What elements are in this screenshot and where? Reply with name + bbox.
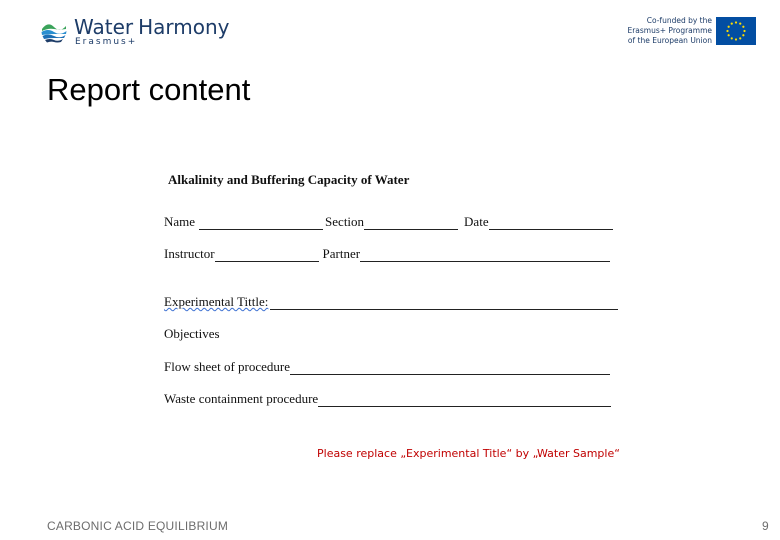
instructor-blank bbox=[215, 249, 319, 262]
row-flow-sheet bbox=[164, 359, 612, 375]
row-experimental-title bbox=[164, 294, 620, 310]
eu-star-icon bbox=[735, 38, 737, 40]
report-title: Alkalinity and Buffering Capacity of Water bbox=[168, 172, 410, 187]
label-waste: Waste containment procedure bbox=[164, 391, 319, 406]
footer-topic: CARBONIC ACID EQUILIBRIUM bbox=[47, 519, 229, 533]
label-section: Section bbox=[325, 214, 365, 229]
row-name-section-date bbox=[164, 214, 615, 230]
water-harmony-logo-icon bbox=[40, 17, 68, 45]
label-instructor: Instructor bbox=[164, 246, 215, 261]
eu-text-line: Co-funded by the bbox=[646, 16, 712, 25]
row-objectives bbox=[164, 326, 220, 342]
logo-wordmark bbox=[74, 15, 230, 39]
eu-flag-icon bbox=[716, 17, 756, 45]
label-date: Date bbox=[464, 214, 489, 229]
eu-star-icon bbox=[726, 30, 728, 32]
logo-word-harmony: Harmony bbox=[138, 15, 230, 39]
section-blank bbox=[364, 217, 458, 230]
logo-word-water: Water bbox=[74, 15, 134, 39]
logo-subtitle: Erasmus+ bbox=[75, 37, 138, 47]
replace-note: Please replace „Experimental Title“ by „Water Sample“ bbox=[317, 447, 620, 460]
row-waste bbox=[164, 391, 613, 407]
experimental-title-blank bbox=[270, 297, 618, 310]
eu-star-icon bbox=[742, 34, 744, 36]
eu-star-icon bbox=[739, 23, 741, 25]
eu-text-line: Erasmus+ Programme bbox=[627, 26, 712, 35]
label-flow-sheet: Flow sheet of procedure bbox=[164, 359, 290, 374]
eu-cofunded-text bbox=[620, 16, 712, 46]
partner-blank bbox=[360, 249, 610, 262]
page-number: 9 bbox=[762, 519, 769, 533]
name-blank bbox=[199, 217, 323, 230]
eu-star-icon bbox=[743, 30, 745, 32]
eu-star-icon bbox=[742, 26, 744, 28]
flow-sheet-blank bbox=[290, 362, 610, 375]
eu-text-line: of the European Union bbox=[627, 36, 712, 45]
label-objectives: Objectives bbox=[164, 326, 220, 341]
waste-blank bbox=[318, 394, 611, 407]
label-name: Name bbox=[164, 214, 196, 229]
eu-star-icon bbox=[728, 34, 730, 36]
label-experimental-title: Experimental Tittle: bbox=[164, 294, 269, 309]
eu-star-icon bbox=[731, 23, 733, 25]
eu-star-icon bbox=[739, 37, 741, 39]
slide-title: Report content bbox=[47, 72, 251, 107]
row-instructor-partner bbox=[164, 246, 612, 262]
eu-star-icon bbox=[728, 26, 730, 28]
eu-star-icon bbox=[735, 21, 737, 23]
date-blank bbox=[489, 217, 613, 230]
label-partner: Partner bbox=[322, 246, 361, 261]
eu-star-icon bbox=[731, 37, 733, 39]
water-harmony-logo bbox=[40, 14, 240, 48]
